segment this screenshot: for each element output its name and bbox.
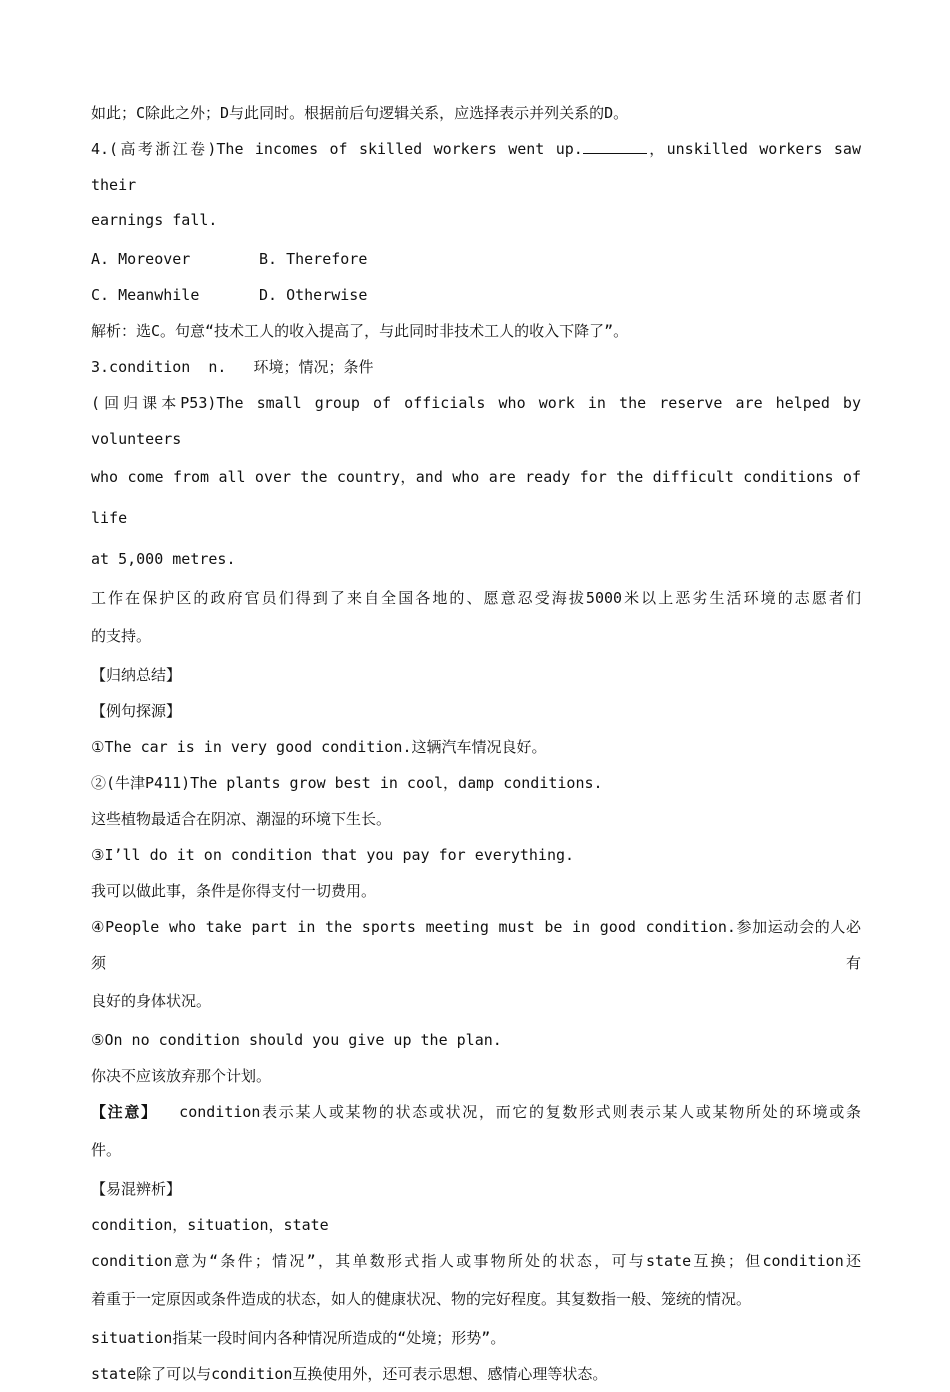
document-page (91, 95, 871, 1392)
translation-line: 工作在保护区的政府官员们得到了来自全国各地的、愿意忍受海拔5000米以上恶劣生活环境的志愿者们 (91, 589, 861, 607)
note-line-cont: 件。 (91, 1141, 122, 1159)
section-summary: 【归纳总结】 (91, 666, 182, 684)
option-b: B. Therefore (259, 250, 368, 268)
vocab-heading: 3.condition n. 环境；情况；条件 (91, 358, 374, 376)
text-line: 如此；C除此之外；D与此同时。根据前后句逻辑关系，应选择表示并列关系的D。 (91, 104, 629, 122)
option-a: A. Moreover (91, 250, 191, 268)
section-confusables: 【易混辨析】 (91, 1180, 182, 1198)
answer-blank (583, 139, 647, 154)
analysis-line: 解析：选C。句意“技术工人的收入提高了，与此同时非技术工人的收入下降了”。 (91, 322, 629, 340)
example-4: ④People who take part in the sports meeting must be in good condition.参加运动会的人必须有 (91, 918, 861, 972)
options-row-1 (91, 241, 861, 277)
example-3-translation: 我可以做此事，条件是你得支付一切费用。 (91, 882, 377, 900)
question-4-stem: 4.(高考浙江卷)The incomes of skilled workers went up. ，unskilled workers saw their (91, 140, 871, 194)
question-4-stem-cont: earnings fall. (91, 211, 218, 229)
option-d: D. Otherwise (259, 286, 368, 304)
example-2: ②(牛津P411)The plants grow best in cool，damp conditions. (91, 774, 603, 792)
section-examples: 【例句探源】 (91, 702, 182, 720)
distinction-line: state除了可以与condition互换使用外，还可表示思想、感情心理等状态。 (91, 1365, 608, 1383)
example-3: ③I’ll do it on condition that you pay for everything. (91, 846, 575, 864)
example-2-translation: 这些植物最适合在阴凉、潮湿的环境下生长。 (91, 810, 392, 828)
translation-line: 的支持。 (91, 627, 152, 645)
distinction-line: situation指某一段时间内各种情况所造成的“处境；形势”。 (91, 1329, 506, 1347)
passage-line: at 5,000 metres. (91, 550, 236, 568)
example-4-cont: 良好的身体状况。 (91, 992, 212, 1010)
example-1: ①The car is in very good condition.这辆汽车情况良好。 (91, 738, 547, 756)
options-row-2 (91, 277, 861, 313)
example-5: ⑤On no condition should you give up the plan. (91, 1031, 502, 1049)
option-c: C. Meanwhile (91, 286, 200, 304)
note-label: 【注意】 (91, 1103, 158, 1121)
note-line: 【注意】 condition表示某人或某物的状态或状况，而它的复数形式则表示某人或某物所处的环境或条 (91, 1103, 861, 1121)
distinction-line: 着重于一定原因或条件造成的状态，如人的健康状况、物的完好程度。其复数指一般、笼统的情况。 (91, 1290, 752, 1308)
passage-line: (回归课本P53)The small group of officials who work in the reserve are helped by volunteers (91, 394, 871, 448)
passage-line: who come from all over the country，and who are ready for the difficult conditions of life (91, 468, 871, 527)
distinction-line: condition意为“条件；情况”，其单数形式指人或事物所处的状态，可与state互换；但condition还 (91, 1252, 861, 1270)
word-list: condition，situation，state (91, 1216, 329, 1234)
example-5-translation: 你决不应该放弃那个计划。 (91, 1067, 272, 1085)
